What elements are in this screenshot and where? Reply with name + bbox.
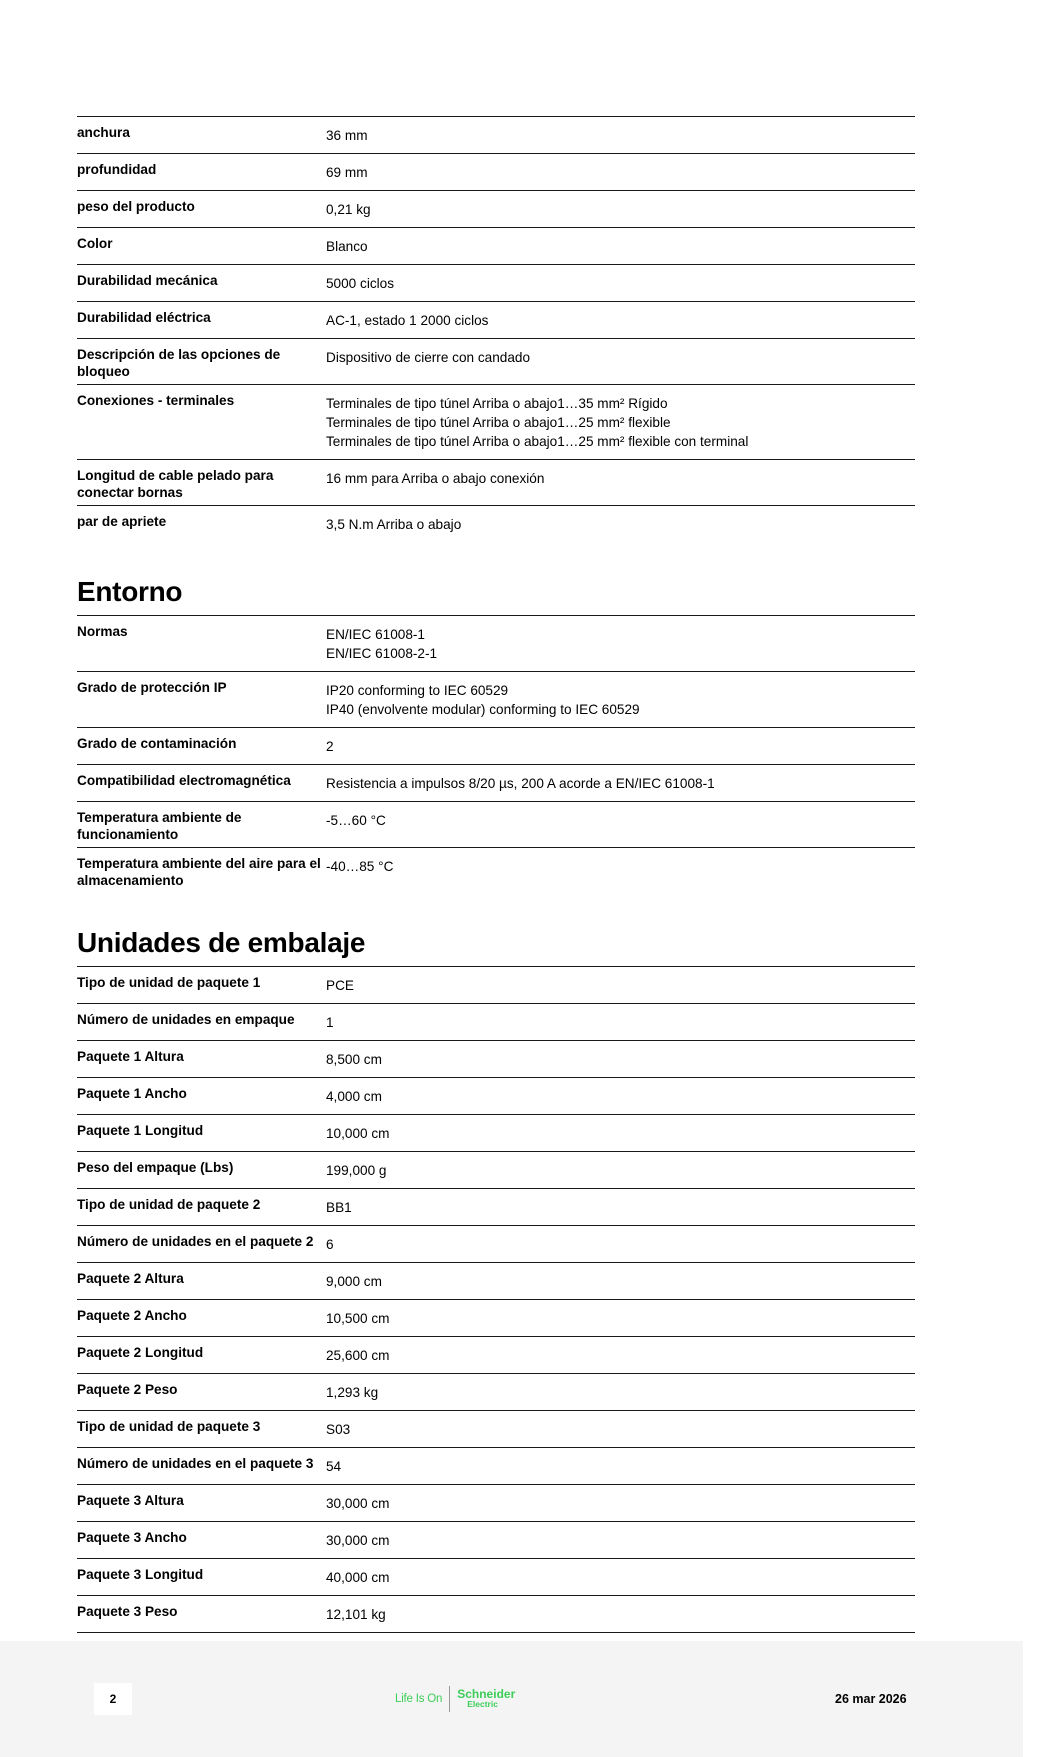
spec-value-line: IP20 conforming to IEC 60529 xyxy=(326,683,509,698)
spec-label: Durabilidad mecánica xyxy=(77,265,326,302)
page-number: 2 xyxy=(94,1683,132,1715)
spec-label: Conexiones - terminales xyxy=(77,385,326,460)
spec-value xyxy=(326,1004,915,1041)
spec-label: anchura xyxy=(77,117,326,154)
spec-value xyxy=(326,302,915,339)
spec-row xyxy=(77,117,915,154)
spec-value-line: IP40 (envolvente modular) conforming to IEC 60529 xyxy=(326,702,640,717)
spec-label: Número de unidades en el paquete 2 xyxy=(77,1226,326,1263)
spec-row xyxy=(77,1448,915,1485)
spec-label: Grado de protección IP xyxy=(77,672,326,728)
spec-value xyxy=(326,460,915,506)
spec-value xyxy=(326,1226,915,1263)
spec-value xyxy=(326,1041,915,1078)
spec-value xyxy=(326,672,915,728)
spec-label: Número de unidades en el paquete 3 xyxy=(77,1448,326,1485)
spec-value-line: 10,500 cm xyxy=(326,1311,390,1326)
spec-label: Tipo de unidad de paquete 2 xyxy=(77,1189,326,1226)
spec-label: Paquete 3 Altura xyxy=(77,1485,326,1522)
spec-row xyxy=(77,385,915,460)
spec-row xyxy=(77,1263,915,1300)
spec-label: Tipo de unidad de paquete 3 xyxy=(77,1411,326,1448)
spec-value xyxy=(326,1337,915,1374)
spec-label: Número de unidades en empaque xyxy=(77,1004,326,1041)
spec-value-line: S03 xyxy=(326,1422,351,1437)
spec-row xyxy=(77,1596,915,1633)
entorno-table xyxy=(77,615,915,893)
spec-row xyxy=(77,1004,915,1041)
spec-row xyxy=(77,1078,915,1115)
spec-row xyxy=(77,1152,915,1189)
spec-value-line: 1 xyxy=(326,1015,334,1030)
spec-label: Paquete 2 Longitud xyxy=(77,1337,326,1374)
spec-value-line: 25,600 cm xyxy=(326,1348,390,1363)
spec-value-line: 2 xyxy=(326,739,334,754)
spec-label: Color xyxy=(77,228,326,265)
spec-value-line: EN/IEC 61008-1 xyxy=(326,627,425,642)
spec-label: Paquete 1 Longitud xyxy=(77,1115,326,1152)
spec-value xyxy=(326,1522,915,1559)
spec-value xyxy=(326,1078,915,1115)
spec-row xyxy=(77,967,915,1004)
spec-value xyxy=(326,1374,915,1411)
spec-value-line: 12,101 kg xyxy=(326,1607,386,1622)
spec-row xyxy=(77,1189,915,1226)
spec-value-line: Dispositivo de cierre con candado xyxy=(326,350,531,365)
spec-value xyxy=(326,339,915,385)
logo-divider xyxy=(449,1686,450,1712)
spec-value-line: 5000 ciclos xyxy=(326,276,395,291)
spec-row xyxy=(77,802,915,848)
embalaje-table xyxy=(77,966,915,1633)
spec-row xyxy=(77,672,915,728)
spec-value xyxy=(326,385,915,460)
spec-row xyxy=(77,265,915,302)
spec-row xyxy=(77,1522,915,1559)
spec-value-line: AC-1, estado 1 2000 ciclos xyxy=(326,313,489,328)
spec-label: peso del producto xyxy=(77,191,326,228)
spec-row xyxy=(77,506,915,543)
spec-value-line: 1,293 kg xyxy=(326,1385,379,1400)
logo-brand-sub: Electric xyxy=(467,1699,498,1709)
spec-label: Paquete 3 Longitud xyxy=(77,1559,326,1596)
spec-row xyxy=(77,765,915,802)
spec-label: Temperatura ambiente de funcionamiento xyxy=(77,802,326,848)
spec-row xyxy=(77,302,915,339)
spec-row xyxy=(77,191,915,228)
spec-value-line: Blanco xyxy=(326,239,368,254)
spec-value xyxy=(326,1559,915,1596)
spec-value-line: 54 xyxy=(326,1459,342,1474)
spec-value-line: Terminales de tipo túnel Arriba o abajo1…35 mm² Rígido xyxy=(326,396,668,411)
spec-value-line: 69 mm xyxy=(326,165,368,180)
spec-value xyxy=(326,967,915,1004)
spec-value xyxy=(326,265,915,302)
spec-label: Tipo de unidad de paquete 1 xyxy=(77,967,326,1004)
spec-value-line: 30,000 cm xyxy=(326,1496,390,1511)
spec-value-line: Resistencia a impulsos 8/20 µs, 200 A acorde a EN/IEC 61008-1 xyxy=(326,776,715,791)
spec-row xyxy=(77,1411,915,1448)
spec-label: profundidad xyxy=(77,154,326,191)
spec-value-line: Terminales de tipo túnel Arriba o abajo1…25 mm² flexible con terminal xyxy=(326,434,749,449)
spec-label: Durabilidad eléctrica xyxy=(77,302,326,339)
spec-value xyxy=(326,506,915,543)
spec-label: Paquete 3 Ancho xyxy=(77,1522,326,1559)
spec-label: par de apriete xyxy=(77,506,326,543)
section-title-entorno: Entorno xyxy=(77,576,183,607)
logo-brand xyxy=(457,1689,515,1709)
spec-value xyxy=(326,848,915,894)
spec-label: Descripción de las opciones de bloqueo xyxy=(77,339,326,385)
spec-value xyxy=(326,802,915,848)
spec-value xyxy=(326,154,915,191)
spec-value xyxy=(326,1596,915,1633)
spec-row xyxy=(77,1337,915,1374)
spec-value xyxy=(326,1263,915,1300)
spec-value-line: 40,000 cm xyxy=(326,1570,390,1585)
spec-value-line: PCE xyxy=(326,978,354,993)
spec-value xyxy=(326,765,915,802)
spec-label: Paquete 2 Peso xyxy=(77,1374,326,1411)
spec-value-line: 10,000 cm xyxy=(326,1126,390,1141)
spec-row xyxy=(77,848,915,894)
spec-value-line: Terminales de tipo túnel Arriba o abajo1…25 mm² flexible xyxy=(326,415,671,430)
spec-value-line: BB1 xyxy=(326,1200,352,1215)
spec-value-line: 8,500 cm xyxy=(326,1052,382,1067)
spec-label: Paquete 1 Ancho xyxy=(77,1078,326,1115)
spec-row xyxy=(77,616,915,672)
spec-value-line: 16 mm para Arriba o abajo conexión xyxy=(326,471,545,486)
spec-value xyxy=(326,1448,915,1485)
spec-value-line: 199,000 g xyxy=(326,1163,387,1178)
spec-label: Peso del empaque (Lbs) xyxy=(77,1152,326,1189)
spec-label: Normas xyxy=(77,616,326,672)
spec-row xyxy=(77,154,915,191)
spec-value xyxy=(326,191,915,228)
spec-label: Paquete 1 Altura xyxy=(77,1041,326,1078)
spec-value-line: 9,000 cm xyxy=(326,1274,382,1289)
spec-value xyxy=(326,1300,915,1337)
spec-row xyxy=(77,339,915,385)
spec-value xyxy=(326,1152,915,1189)
spec-value-line: 0,21 kg xyxy=(326,202,371,217)
spec-row xyxy=(77,1374,915,1411)
spec-value xyxy=(326,117,915,154)
spec-value xyxy=(326,616,915,672)
spec-row xyxy=(77,1485,915,1522)
section-title-embalaje: Unidades de embalaje xyxy=(77,927,366,958)
spec-label: Paquete 3 Peso xyxy=(77,1596,326,1633)
spec-value xyxy=(326,1411,915,1448)
spec-value-line: -40…85 °C xyxy=(326,859,394,874)
spec-label: Paquete 2 Altura xyxy=(77,1263,326,1300)
spec-value-line: -5…60 °C xyxy=(326,813,386,828)
spec-label: Grado de contaminación xyxy=(77,728,326,765)
spec-value xyxy=(326,1485,915,1522)
spec-row xyxy=(77,1041,915,1078)
spec-row xyxy=(77,728,915,765)
spec-value xyxy=(326,1189,915,1226)
spec-value-line: 6 xyxy=(326,1237,334,1252)
spec-content xyxy=(77,116,915,1633)
spec-row xyxy=(77,1559,915,1596)
spec-label: Temperatura ambiente del aire para el almacenamiento xyxy=(77,848,326,894)
spec-row xyxy=(77,1115,915,1152)
schneider-logo xyxy=(395,1683,515,1715)
spec-value-line: 36 mm xyxy=(326,128,368,143)
spec-row xyxy=(77,1300,915,1337)
spec-value-line: 3,5 N.m Arriba o abajo xyxy=(326,517,462,532)
logo-brand-name: Schneider xyxy=(457,1687,516,1701)
spec-label: Paquete 2 Ancho xyxy=(77,1300,326,1337)
spec-label: Compatibilidad electromagnética xyxy=(77,765,326,802)
spec-value-line: 30,000 cm xyxy=(326,1533,390,1548)
spec-row xyxy=(77,228,915,265)
spec-value xyxy=(326,228,915,265)
spec-value xyxy=(326,728,915,765)
spec-value-line: 4,000 cm xyxy=(326,1089,382,1104)
spec-label: Longitud de cable pelado para conectar bornas xyxy=(77,460,326,506)
page-footer xyxy=(0,1641,1023,1757)
spec-row xyxy=(77,460,915,506)
footer-date: 26 mar 2026 xyxy=(835,1692,907,1706)
logo-tagline: Life Is On xyxy=(395,1693,443,1705)
spec-row xyxy=(77,1226,915,1263)
dimensions-table xyxy=(77,116,915,542)
spec-value-line: EN/IEC 61008-2-1 xyxy=(326,646,438,661)
spec-value xyxy=(326,1115,915,1152)
